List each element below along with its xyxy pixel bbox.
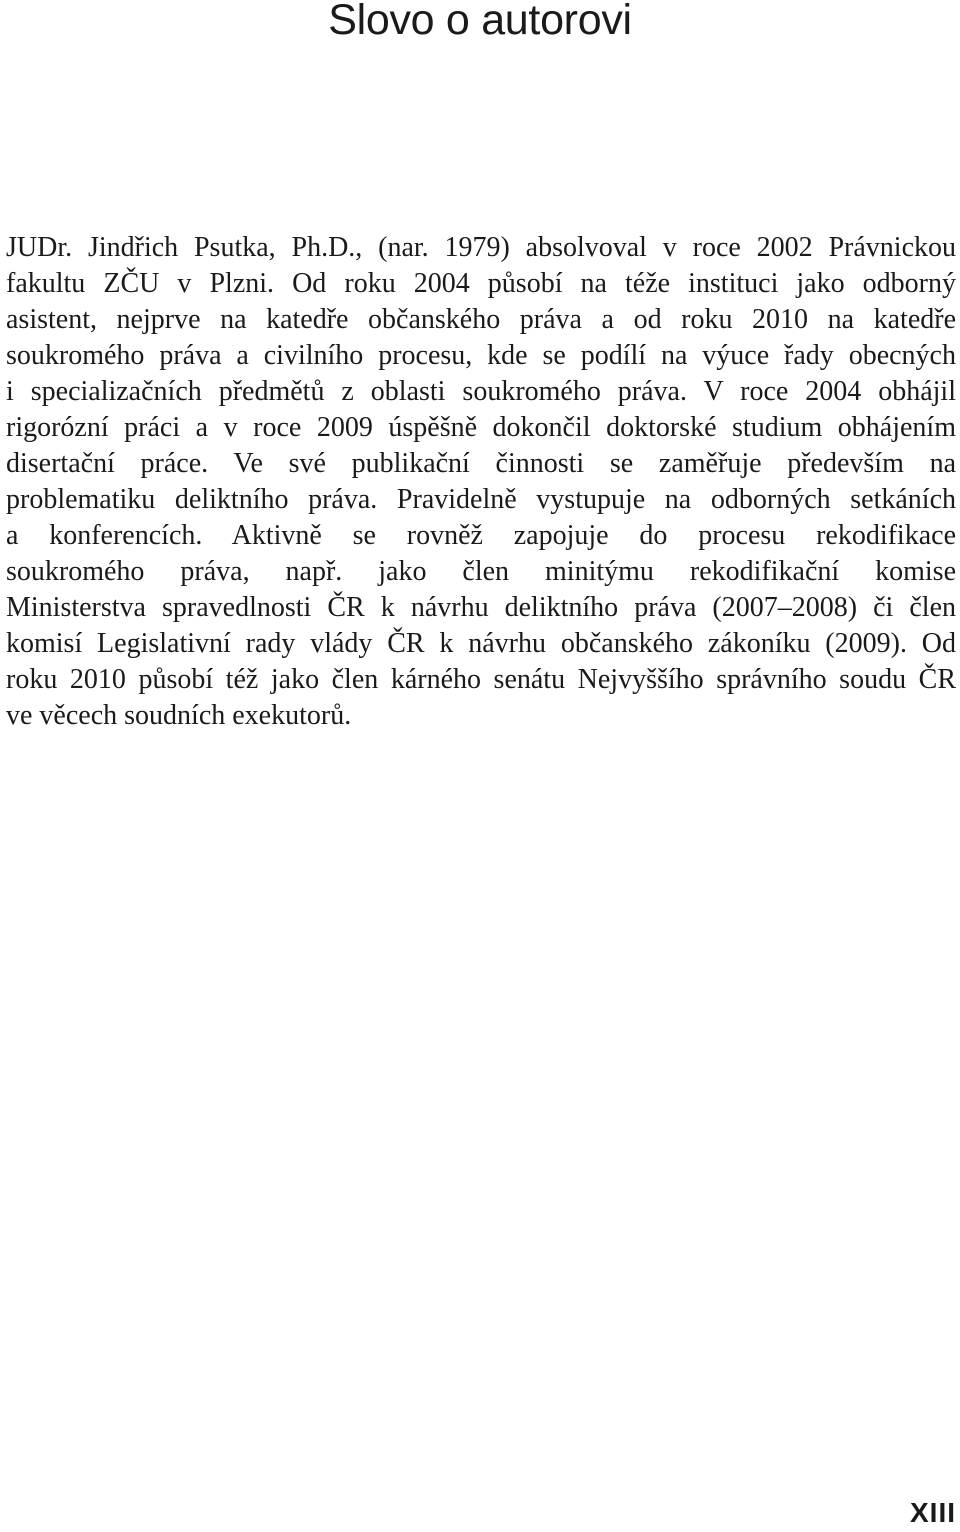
text-line: disertační práce. Ve své publikační činnosti se zaměřuje především na bbox=[6, 448, 956, 479]
text-line: asistent, nejprve na katedře občanského práva a od roku 2010 na katedře bbox=[6, 304, 956, 335]
text-line: ve věcech soudních exekutorů. bbox=[6, 700, 352, 731]
text-line: a konferencích. Aktivně se rovněž zapojuje do procesu rekodifikace bbox=[6, 520, 956, 551]
page-number: XIII bbox=[909, 1497, 956, 1528]
page-title: Slovo o autorovi bbox=[328, 0, 632, 44]
text-line: roku 2010 působí též jako člen kárného senátu Nejvyššího správního soudu ČR bbox=[6, 664, 956, 695]
author-bio-paragraph bbox=[6, 230, 956, 734]
text-line: komisí Legislativní rady vlády ČR k návrhu občanského zákoníku (2009). Od bbox=[6, 628, 956, 659]
text-line: rigorózní práci a v roce 2009 úspěšně dokončil doktorské studium obhájením bbox=[6, 412, 956, 443]
text-line: JUDr. Jindřich Psutka, Ph.D., (nar. 1979) absolvoval v roce 2002 Právnickou bbox=[6, 232, 956, 263]
text-line: Ministerstva spravedlnosti ČR k návrhu deliktního práva (2007–2008) či člen bbox=[6, 592, 956, 623]
text-line: problematiku deliktního práva. Pravidelně vystupuje na odborných setkáních bbox=[6, 484, 956, 515]
text-line: soukromého práva a civilního procesu, kde se podílí na výuce řady obecných bbox=[6, 340, 956, 371]
text-line: soukromého práva, např. jako člen minitýmu rekodifikační komise bbox=[6, 556, 956, 587]
text-line: i specializačních předmětů z oblasti soukromého práva. V roce 2004 obhájil bbox=[6, 376, 956, 407]
text-line: fakultu ZČU v Plzni. Od roku 2004 působí na téže instituci jako odborný bbox=[6, 268, 956, 299]
